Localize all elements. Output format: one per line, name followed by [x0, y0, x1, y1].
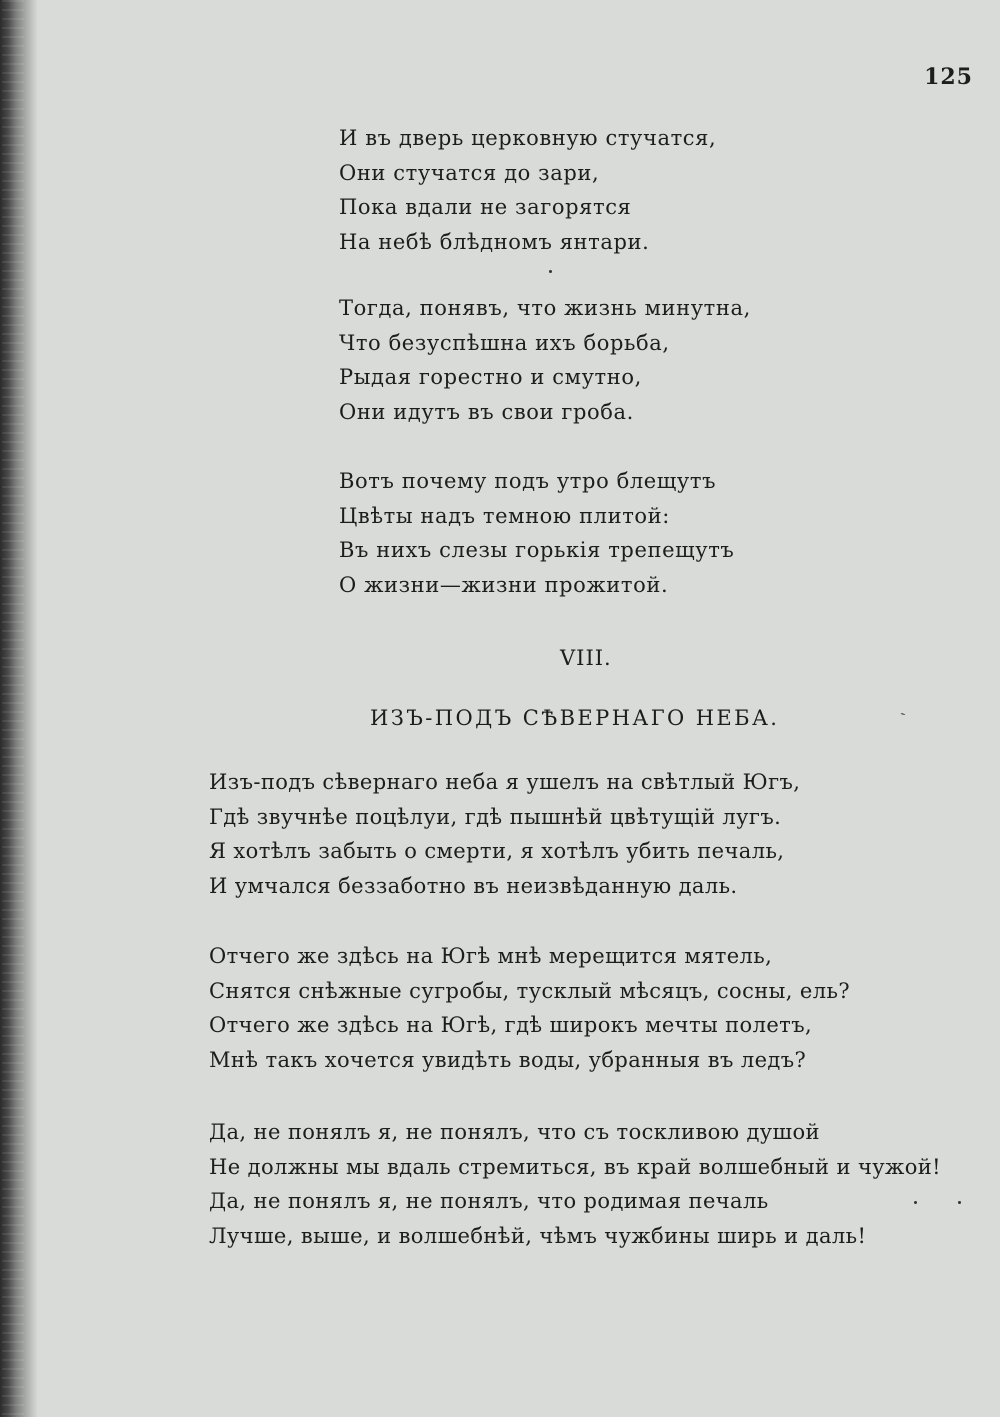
verse-line: На небѣ блѣдномъ янтари.	[339, 229, 650, 254]
stanza	[339, 291, 751, 429]
verse-line: Да, не понялъ я, не понялъ, что родимая печаль	[209, 1189, 769, 1214]
verse-line: Они идутъ въ свои гроба.	[339, 399, 634, 424]
book-binding-shadow	[0, 0, 38, 1417]
verse-line: О жизни—жизни прожитой.	[339, 572, 669, 597]
speck	[914, 1201, 917, 1204]
stanza	[339, 121, 716, 259]
stanza	[209, 939, 850, 1077]
verse-line: Пока вдали не загорятся	[339, 195, 632, 219]
verse-line: Изъ-подъ сѣвернаго неба я ушелъ на свѣтлый Югъ,	[209, 770, 801, 794]
verse-line: Рыдая горестно и смутно,	[339, 365, 642, 389]
verse-line: И въ дверь церковную стучатся,	[339, 126, 717, 150]
stanza	[209, 765, 800, 903]
verse-line: Отчего же здѣсь на Югѣ, гдѣ широкъ мечты полетъ,	[209, 1013, 813, 1038]
verse-line: Они стучатся до зари,	[339, 160, 600, 185]
section-number: VIII.	[560, 646, 612, 670]
verse-line: Да, не понялъ я, не понялъ, что съ тоскливою душой	[209, 1120, 820, 1144]
verse-line: Мнѣ такъ хочется увидѣть воды, убранныя въ ледъ?	[209, 1047, 807, 1072]
speck	[958, 1201, 961, 1204]
verse-line: Что безуспѣшна ихъ борьба,	[339, 330, 670, 355]
section-title: ИЗЪ-ПОДЪ СѢВЕРНАГО НЕБА.	[370, 706, 780, 730]
speck	[549, 270, 552, 273]
verse-line: Въ нихъ слезы горькія трепещутъ	[339, 538, 735, 562]
binding-texture	[2, 0, 24, 1417]
verse-line: Тогда, понявъ, что жизнь минутна,	[339, 296, 751, 320]
verse-line: Цвѣты надъ темною плитой:	[339, 503, 670, 528]
verse-line: Гдѣ звучнѣе поцѣлуи, гдѣ пышнѣй цвѣтущій лугъ.	[209, 804, 782, 829]
page-number: 125	[924, 64, 973, 90]
verse-line: И умчался беззаботно въ неизвѣданную даль.	[209, 873, 738, 898]
stanza	[339, 464, 734, 602]
verse-line: Лучше, выше, и волшебнѣй, чѣмъ чужбины ширь и даль!	[209, 1223, 867, 1248]
verse-line: Отчего же здѣсь на Югѣ мнѣ мерещится мятель,	[209, 944, 773, 968]
verse-line: Снятся снѣжные сугробы, тусклый мѣсяцъ, сосны, ель?	[209, 978, 850, 1003]
ink-mark: ˋ	[898, 708, 916, 729]
verse-line: Вотъ почему подъ утро блещутъ	[339, 469, 717, 493]
stanza	[209, 1115, 941, 1253]
verse-line: Не должны мы вдаль стремиться, въ край волшебный и чужой!	[209, 1154, 941, 1179]
verse-line: Я хотѣлъ забыть о смерти, я хотѣлъ убить печаль,	[209, 839, 785, 864]
